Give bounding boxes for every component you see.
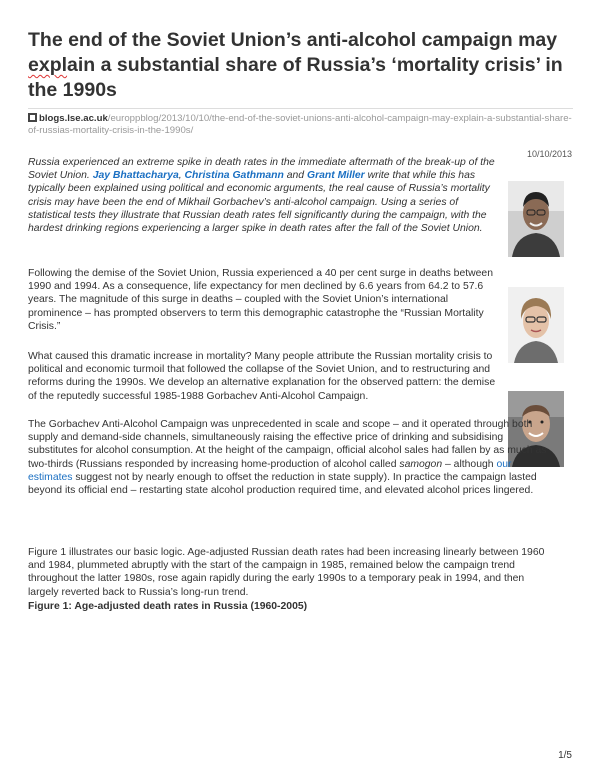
title-line-1: The end of the Soviet Union’s anti-alcohol campaign may [28, 29, 558, 51]
intro-text: write that while this has typically been explained using political and economic arguments, the real cause of Russia’s mortality crisis may have been the end of Mikhail Gorbachev’s anti-alcohol campaign. Using a series of statistical tests they illustrate that Russian death rates fell significantly during the campaign, with the hardest drinking regions experiencing a larger spike in death rates after the fall of the Soviet Union. [28, 170, 490, 235]
samogon-term: samogon [399, 458, 443, 470]
title-divider [28, 108, 573, 109]
publish-date: 10/10/2013 [526, 149, 572, 159]
body-paragraph-1: Following the demise of the Soviet Union, Russia experienced a 40 per cent surge in deaths between 1990 and 1994. As a consequence, life expectancy for men declined by 6.6 years from 64.2 to 57.6 years. The magnitude of this surge in deaths – coupled with the Soviet Union’s international prominence – has prompted observers to term this demographic catastrophe the “Russian Mortality Crisis.” [28, 268, 493, 332]
blog-logo-icon [28, 113, 37, 122]
body-paragraph-3 [28, 418, 553, 497]
intro-separator: and [283, 170, 307, 182]
title-line-2: ain a substantial share of Russia’s ‘mortality crisis’ in [67, 54, 563, 76]
body-paragraph-2: What caused this dramatic increase in mortality? Many people attribute the Russian mortality crisis to political and economic turmoil that followed the collapse of the Soviet Union, and to restructuring and reforms during the 1990s. We develop an alternative explanation for the observed pattern: the demise of the reputedly successful 1985-1988 Gorbachev Anti-Alcohol Campaign. [28, 351, 496, 402]
source-site[interactable]: blogs.lse.ac.uk [39, 113, 108, 124]
paragraph-text: The Gorbachev Anti-Alcohol Campaign was unprecedented in scale and scope – and it operated through both supply and demand-side channels, simultaneously raising the effective price of drinking and subsidising substitutes for alcohol consumption. At the height of the campaign, official alcohol sales had fallen by as much as two-thirds (Russians responded by increasing home-production of alcohol called [28, 419, 547, 470]
intro-text: Russia experienced an extreme spike in death rates in the immediate aftermath of the break-up of the Soviet Union. [28, 157, 495, 182]
intro-separator: , [178, 170, 185, 182]
figure-caption: Figure 1: Age-adjusted death rates in Russia (1960-2005) [28, 601, 308, 612]
author-photo-bhattacharya [508, 181, 564, 257]
author-link-bhattacharya[interactable]: Jay Bhattacharya [92, 170, 179, 182]
source-path[interactable]: /europpblog/2013/10/10/the-end-of-the-soviet-unions-anti-alcohol-campaign-may-explain-a-substantial-share-of-russias-mortality-crisis-in-the-1990s/ [28, 113, 572, 136]
body-paragraph-4: Figure 1 illustrates our basic logic. Age-adjusted Russian death rates had been increasing linearly between 1960 and 1984, plummeted abruptly with the start of the campaign in 1985, remained below the campaign trend throughout the latter 1980s, rose again rapidly during the early 1990s to a temporary peak in 1994, and then largely reverted back to Russia’s long-run trend. [28, 547, 545, 598]
author-link-miller[interactable]: Grant Miller [306, 170, 365, 182]
source-url [28, 113, 573, 137]
spellcheck-flagged-word: expl [28, 54, 68, 76]
author-photo-gathmann [508, 287, 564, 363]
author-link-gathmann[interactable]: Christina Gathmann [184, 170, 284, 182]
paragraph-text: suggest not by nearly enough to offset the reduction in state supply). In practice the campaign lasted beyond its official end – restarting state alcohol production required time, and elevated alcohol prices lingered. [28, 471, 537, 497]
our-estimates-link[interactable]: our estimates [28, 458, 512, 483]
title-line-3: the 1990s [28, 79, 117, 101]
intro-paragraph [28, 156, 500, 235]
paragraph-text: – although [442, 458, 497, 470]
article-title [28, 28, 573, 103]
page-number: 1/5 [558, 750, 572, 761]
